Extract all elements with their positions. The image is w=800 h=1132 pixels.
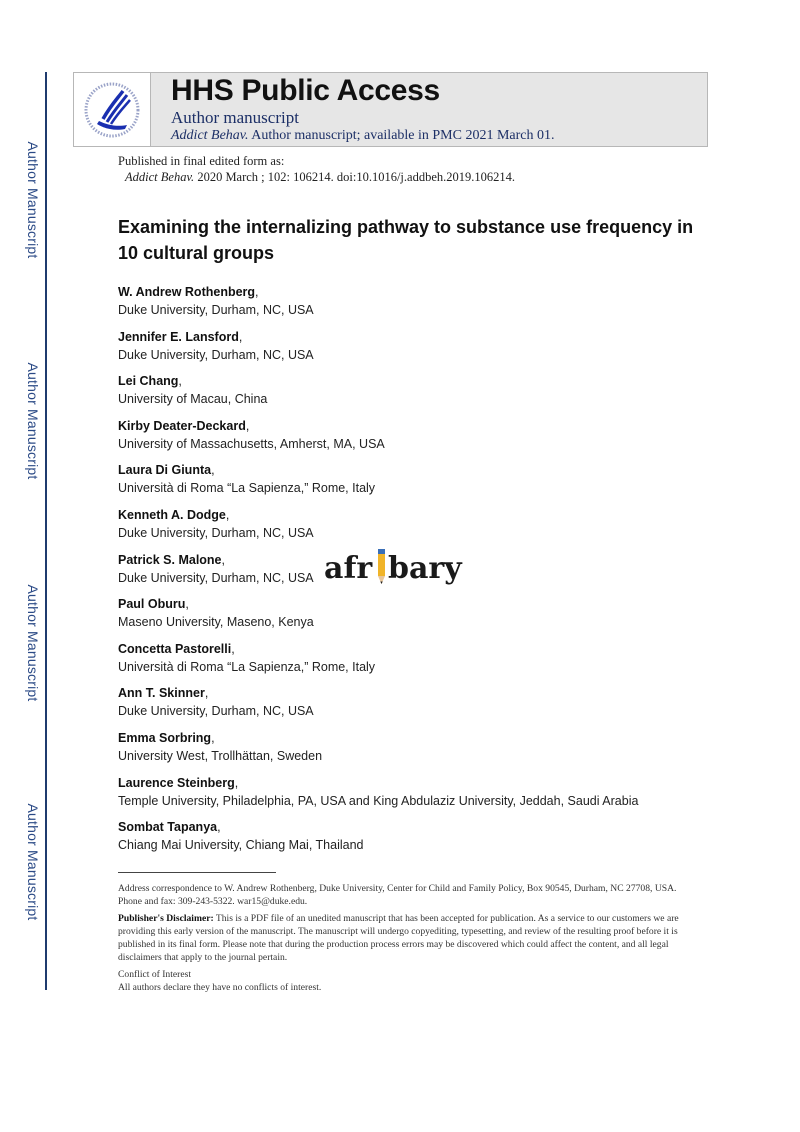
author-name: Paul Oburu	[118, 597, 186, 612]
author-affiliation: Duke University, Durham, NC, USA	[118, 704, 314, 719]
author-name: Jennifer E. Lansford	[118, 329, 239, 344]
author-affiliation: Duke University, Durham, NC, USA	[118, 347, 314, 362]
disclaimer-label: Publisher's Disclaimer:	[118, 913, 214, 924]
author-affiliation: Università di Roma “La Sapienza,” Rome, Italy	[118, 481, 376, 496]
sidebar-label-text: Author Manuscript	[25, 803, 41, 921]
publication-info	[118, 153, 515, 185]
citation-text[interactable]: 2020 March ; 102: 106214. doi:10.1016/j.addbeh.2019.106214.	[194, 170, 515, 184]
author-name: Ann T. Skinner	[118, 686, 205, 701]
correspondence-note: Address correspondence to W. Andrew Rothenberg, Duke University, Center for Child and Family Policy, Box 90545, Durham, NC 27708, USA. Phone and fax: 309-243-5322. war15@duke.edu.	[118, 883, 677, 907]
author-name: Lei Chang	[118, 374, 179, 389]
conflict-heading: Conflict of Interest	[118, 969, 191, 980]
author-entry: Sombat Tapanya, Chiang Mai University, Chiang Mai, Thailand	[118, 818, 718, 863]
author-affiliation: University of Massachusetts, Amherst, MA, USA	[118, 436, 385, 451]
author-affiliation: Università di Roma “La Sapienza,” Rome, Italy	[118, 659, 376, 674]
author-entry: Laurence Steinberg, Temple University, Philadelphia, PA, USA and King Abdulaziz University, Jeddah, Saudi Arabia	[118, 774, 718, 819]
author-affiliation: Maseno University, Maseno, Kenya	[118, 615, 314, 630]
author-entry: Laura Di Giunta, Università di Roma “La Sapienza,” Rome, Italy	[118, 461, 718, 506]
author-name: Laura Di Giunta	[118, 463, 212, 478]
author-affiliation: University West, Trollhättan, Sweden	[118, 748, 323, 763]
author-entry: W. Andrew Rothenberg, Duke University, Durham, NC, USA	[118, 283, 718, 328]
publisher-disclaimer	[118, 912, 688, 964]
hhs-title: HHS Public Access	[171, 74, 440, 107]
disclaimer-text: This is a PDF file of an unedited manuscript that has been accepted for publication. As a service to our customers we are providing this early version of the manuscript. The manuscript will undergo copyediting, typesetting, and review of the resulting proof before it is published in its final form. Please note that during the production process errors may be discovered which could affect the content, and all legal disclaimers that apply to the journal pertain.	[118, 913, 679, 963]
publication-label: Published in final edited form as:	[118, 154, 285, 168]
hhs-header	[73, 72, 708, 147]
footnote-rule	[118, 872, 276, 873]
author-name: Emma Sorbring	[118, 730, 212, 745]
conflict-text: All authors declare they have no conflicts of interest.	[118, 982, 322, 993]
author-affiliation: University of Macau, China	[118, 392, 268, 407]
availability-text: Author manuscript; available in PMC 2021 March 01.	[248, 128, 555, 143]
author-name: Kenneth A. Dodge	[118, 507, 226, 522]
author-entry: Paul Oburu, Maseno University, Maseno, Kenya	[118, 595, 718, 640]
author-name: Patrick S. Malone	[118, 552, 222, 567]
watermark-text-right: bary	[388, 551, 462, 586]
sidebar-label-text: Author Manuscript	[25, 584, 41, 702]
watermark-text-left: afr	[324, 551, 373, 586]
author-entry: Kirby Deater-Deckard, University of Massachusetts, Amherst, MA, USA	[118, 417, 718, 462]
author-name: Kirby Deater-Deckard	[118, 418, 246, 433]
author-affiliation: Chiang Mai University, Chiang Mai, Thailand	[118, 838, 364, 853]
author-entry: Patrick S. Malone, Duke University, Durham, NC, USA	[118, 551, 718, 596]
sidebar-label-text: Author Manuscript	[25, 362, 41, 480]
citation	[118, 169, 515, 185]
author-entry: Kenneth A. Dodge, Duke University, Durham, NC, USA	[118, 506, 718, 551]
hhs-eagle-seal-icon	[81, 79, 143, 141]
author-name: Sombat Tapanya	[118, 820, 218, 835]
author-affiliation: Duke University, Durham, NC, USA	[118, 570, 314, 585]
article-title: Examining the internalizing pathway to substance use frequency in 10 cultural groups	[118, 217, 694, 263]
author-affiliation: Temple University, Philadelphia, PA, USA and King Abdulaziz University, Jeddah, Saudi Arabia	[118, 793, 639, 808]
hhs-subtitle: Author manuscript	[171, 108, 299, 127]
author-entry: Ann T. Skinner, Duke University, Durham, NC, USA	[118, 684, 718, 729]
hhs-availability	[171, 127, 555, 144]
author-affiliation: Duke University, Durham, NC, USA	[118, 525, 314, 540]
sidebar-rule	[45, 72, 47, 990]
author-name: W. Andrew Rothenberg	[118, 285, 256, 299]
journal-name: Addict Behav.	[171, 128, 249, 143]
footnotes	[118, 882, 688, 994]
author-name: Concetta Pastorelli	[118, 641, 232, 656]
author-affiliation: Duke University, Durham, NC, USA	[118, 303, 314, 317]
hhs-logo	[74, 73, 151, 146]
author-entry: Emma Sorbring, University West, Trollhättan, Sweden	[118, 729, 718, 774]
sidebar-label-text: Author Manuscript	[25, 141, 41, 259]
author-entry: Concetta Pastorelli, Università di Roma “La Sapienza,” Rome, Italy	[118, 640, 718, 685]
citation-journal: Addict Behav.	[125, 170, 195, 184]
author-entry: Lei Chang, University of Macau, China	[118, 372, 718, 417]
afribary-watermark	[324, 547, 476, 587]
pencil-icon	[378, 549, 385, 584]
author-entry: Jennifer E. Lansford, Duke University, Durham, NC, USA	[118, 328, 718, 373]
author-name: Laurence Steinberg	[118, 775, 235, 790]
